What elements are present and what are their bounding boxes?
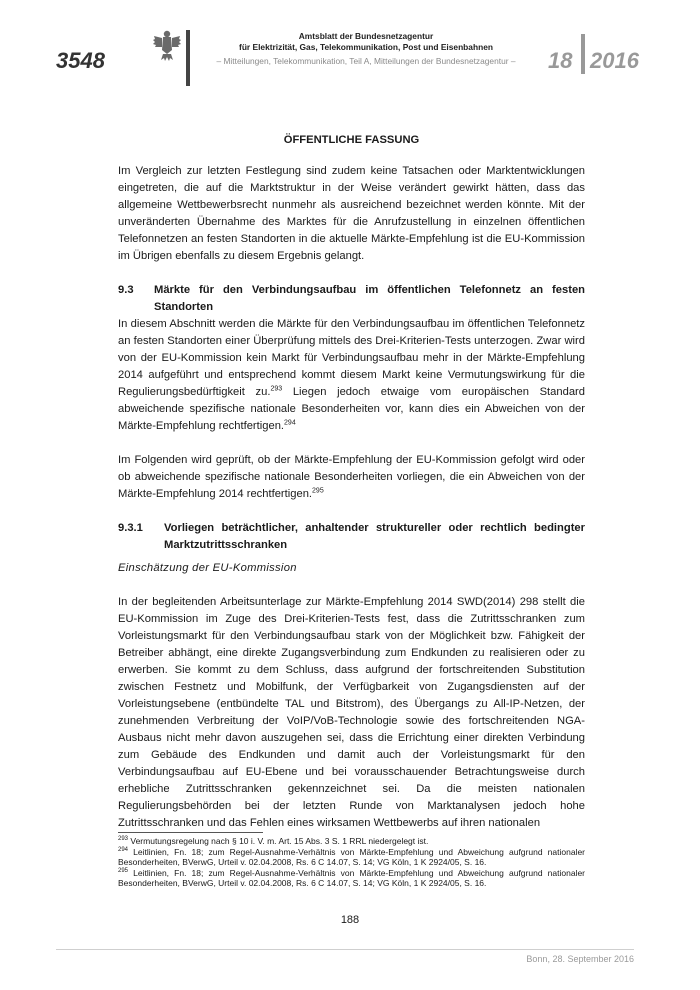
footnote-number: 295 <box>118 867 129 874</box>
publication-date: Bonn, 28. September 2016 <box>526 954 634 964</box>
footnote-ref-293[interactable]: 293 <box>270 385 283 393</box>
federal-eagle-icon <box>152 28 182 62</box>
paragraph-1: Im Vergleich zur letzten Festlegung sind zudem keine Tatsachen oder Marktentwicklungen eingetreten, die auf die Marktstruktur in der Weise verändert gewirkt hätten, dass das allgemeine Wettbewerbsrecht nunmehr als ausreichend bezeichnet werden könnte. Mit der unveränderten Übernahme des Marktes für die Anrufzustellung in einzelnen öffentlichen Telefonnetzen an festen Standorten in die aktuelle Märkte-Empfehlung ist die EU-Kommission im Übrigen ebenfalls zu diesem Ergebnis gelangt. <box>118 165 585 262</box>
footnote <box>118 868 585 889</box>
footnote-text: Leitlinien, Fn. 18; zum Regel-Ausnahme-Verhältnis von Märkte-Empfehlung und Abweichung aufgrund nationaler Besonderheiten, BVerwG, Urteil v. 02.04.2008, Rs. 6 C 14.07, S. 14; VG Köln, 1 K 2924/05, S. 16. <box>118 867 585 888</box>
paragraph-4: In der begleitenden Arbeitsunterlage zur Märkte-Empfehlung 2014 SWD(2014) 298 stellt die EU-Kommission im Zuge des Drei-Kriterien-Tests fest, dass die Zutrittsschranken zum Vorleistungsmarkt für den Verbindungsaufbau stark von der Möglichkeit bzw. Fähigkeit der Betreiber abhängt, eine direkte Zugangsverbindung zum Endkunden zu realisieren oder zu erwerben. Sie kommt zu dem Schluss, dass aufgrund der fortschreitenden Substitution zwischen Festnetz und Mobilfunk, der Verfügbarkeit von Zugangsdiensten auf der Vorleistungsebene (entbündelte TAL und Bitstrom), des Übergangs zu All-IP-Netzen, der zunehmenden Verbreitung der VoIP/VoB-Technologie sowie des fortschreitenden NGA-Ausbaus nicht mehr davon auszugehen sei, dass die Errichtung einer direkten Verbindung zum Gebäude des Endkunden und damit auch der Vorleistungsmarkt für den Verbindungsaufbau auf EU-Ebene und bei vorausschauender Betrachtungsweise durch erhebliche Zutrittsschranken gekennzeichnet sei. Da die meisten nationalen Regulierungsbehörden bei der letzten Runde von Marktanalysen jedoch hohe Zutrittsschranken und das Fehlen eines wirksamen Wettbewerbs auf ihren nationalen <box>118 596 585 829</box>
footnote-text: Leitlinien, Fn. 18; zum Regel-Ausnahme-Verhältnis von Märkte-Empfehlung und Abweichung aufgrund nationaler Besonderheiten, BVerwG, Urteil v. 02.04.2008, Rs. 6 C 14.07, S. 14; VG Köln, 1 K 2924/05, S. 16. <box>118 846 585 867</box>
heading-number: 9.3.1 <box>118 522 143 534</box>
page-number: 188 <box>340 914 360 926</box>
footnote <box>118 836 585 847</box>
issue-number: 18 <box>548 48 573 73</box>
footnote-ref-294[interactable]: 294 <box>284 419 296 427</box>
document-body <box>118 132 585 832</box>
paragraph-2-part-a: In diesem Abschnitt werden die Märkte für den Verbindungsaufbau im öffentlichen Telefonnetz an festen Standorten einer Überprüfung mittels des Drei-Kriterien-Tests unterzogen. Zwar wird von der EU-Kommission kein Markt für Verbindungsaufbau mehr in der Märkte-Empfehlung 2014 aufgeführt und entsprechend kommt diesem Markt keine Vermutungswirkung für die Regulierungsbedürftigkeit zu. <box>118 318 585 398</box>
footnotes <box>118 836 585 889</box>
footnote-ref-295[interactable]: 295 <box>312 487 324 495</box>
paragraph-2 <box>118 316 585 435</box>
heading-text: Märkte für den Verbindungsaufbau im öffentlichen Telefonnetz an festen Standorten <box>154 284 585 313</box>
journal-subtitle: – Mitteilungen, Telekommunikation, Teil A, Mitteilungen der Bundesnetzagentur – <box>216 56 516 66</box>
paragraph-3 <box>118 452 585 503</box>
journal-title-line1: Amtsblatt der Bundesnetzagentur <box>298 31 434 41</box>
paragraph-2-part-b: Liegen jedoch etwaige vom europäischen Standard abweichende spezifische nationale Besonderheiten vor, kann dies ein Abweichen von der Märkte-Empfehlung rechtfertigen. <box>118 386 585 432</box>
subheading: Einschätzung der EU-Kommission <box>118 562 297 574</box>
footnote-number: 293 <box>118 836 129 843</box>
footnote-text: Vermutungsregelung nach § 10 i. V. m. Art. 15 Abs. 3 S. 1 RRL niedergelegt ist. <box>128 836 429 846</box>
issue-year: 2016 <box>590 48 639 73</box>
journal-page-number: 3548 <box>56 48 105 73</box>
heading-9-3 <box>118 282 585 316</box>
heading-number: 9.3 <box>118 284 134 296</box>
footnote <box>118 847 585 868</box>
header-divider <box>186 30 190 86</box>
footnote-separator <box>118 832 263 833</box>
paragraph-3-text: Im Folgenden wird geprüft, ob der Märkte-Empfehlung der EU-Kommission gefolgt wird oder ob abweichende spezifische nationale Besonderheiten vorliegen, die ein Abweichen von der Märkte-Empfehlung 2014 rechtfertigen. <box>118 454 585 500</box>
journal-title-line2: für Elektrizität, Gas, Telekommunikation, Post und Eisenbahnen <box>239 42 493 52</box>
section-title: ÖFFENTLICHE FASSUNG <box>283 134 420 146</box>
footer-divider <box>56 949 634 950</box>
journal-title <box>196 31 536 53</box>
heading-text: Vorliegen beträchtlicher, anhaltender struktureller oder rechtlich bedingter Marktzutrittsschranken <box>164 522 585 551</box>
heading-9-3-1 <box>118 520 585 554</box>
footnote-number: 294 <box>118 846 129 853</box>
issue-divider <box>581 34 585 74</box>
